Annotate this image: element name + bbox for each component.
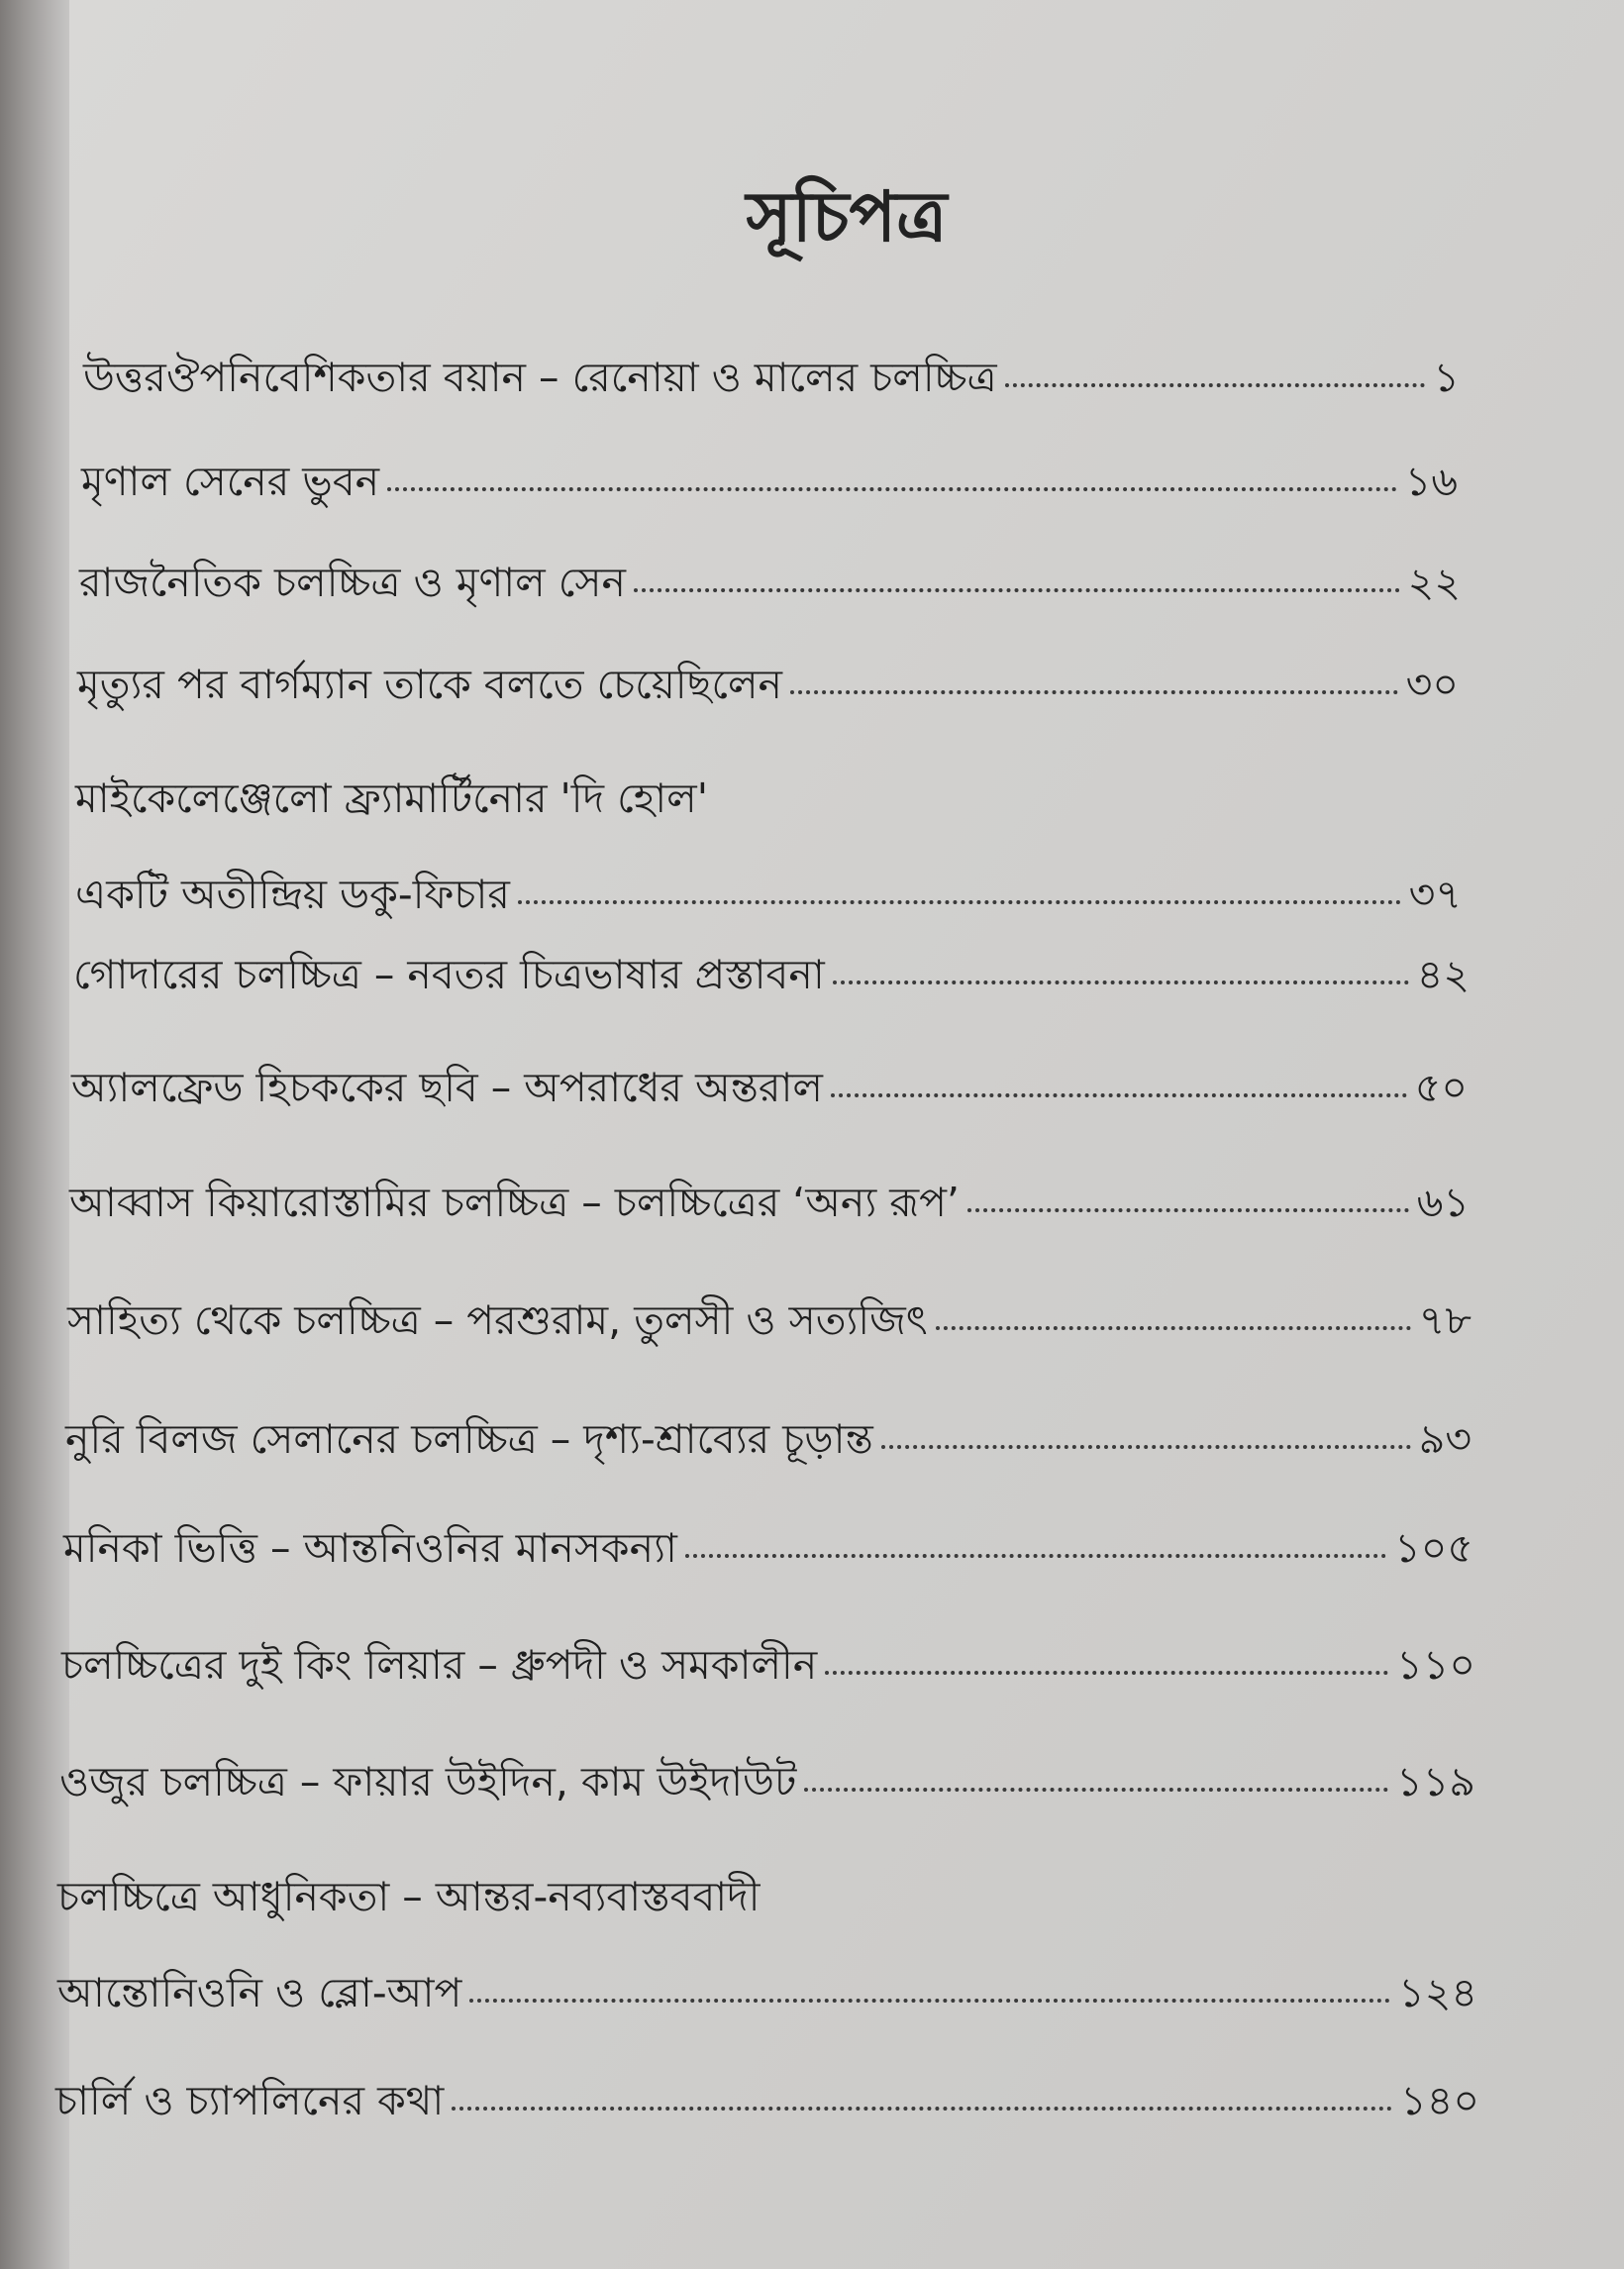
entry-page-number: ১২৪ (1398, 1969, 1477, 2016)
dot-leader (387, 487, 1397, 491)
dot-leader (469, 1999, 1390, 2003)
dot-leader (833, 980, 1409, 984)
entry-title: অ্যালফ্রেড হিচককের ছবি – অপরাধের অন্তরাল (71, 1064, 823, 1111)
entry-page-number: ৯৩ (1418, 1415, 1472, 1463)
page-title: সূচিপত্র (746, 176, 948, 258)
book-page (55, 0, 1624, 2269)
toc-entry[interactable] (83, 347, 1460, 415)
entry-title: ওজুর চলচ্চিত্র – ফায়ার উইদিন, কাম উইদাউট (59, 1758, 797, 1805)
entry-title: গোদারের চলচ্চিত্র – নবতর চিত্রভাষার প্রস্তাবনা (73, 951, 825, 998)
entry-title: মনিকা ভিত্তি – আন্তনিওনির মানসকন্যা (63, 1524, 677, 1572)
dot-leader (881, 1445, 1411, 1449)
entry-title-line1: চলচ্চিত্রে আধুনিকতা – আন্তর-নব্যবাস্তববাদী (57, 1873, 761, 1920)
toc-entry[interactable] (75, 768, 1462, 932)
dot-leader (1005, 383, 1426, 387)
dot-leader (790, 690, 1398, 694)
entry-title: আন্তোনিওনি ও ব্লো-আপ (57, 1969, 462, 2016)
entry-title: চার্লি ও চ্যাপলিনের কথা (55, 2077, 445, 2124)
dot-leader (518, 900, 1401, 904)
entry-page-number: ১১০ (1396, 1641, 1475, 1689)
toc-entry[interactable] (61, 1634, 1475, 1702)
entry-page-number: ৩৭ (1408, 871, 1462, 918)
dot-leader (825, 1671, 1388, 1675)
entry-title-line1: মাইকেলেঞ্জেলো ফ্র্যামার্টিনোর 'দি হোল' (75, 774, 708, 822)
dot-leader (452, 2107, 1392, 2111)
toc-entry[interactable] (59, 1751, 1475, 1819)
toc-entry[interactable] (69, 1172, 1470, 1240)
entry-title: আব্বাস কিয়ারোস্তামির চলচ্চিত্র – চলচ্চিত্রের ‘অন্য রূপ’ (69, 1179, 960, 1226)
entry-title: একটি অতীন্দ্রিয় ডকু-ফিচার (75, 871, 510, 918)
dot-leader (936, 1326, 1411, 1330)
entry-title: মৃত্যুর পর বার্গম্যান তাকে বলতে চেয়েছিলেন (77, 661, 782, 708)
dot-leader (804, 1788, 1388, 1792)
toc-entry[interactable] (77, 654, 1459, 722)
table-of-contents (55, 0, 1624, 2269)
toc-entry[interactable] (57, 1866, 1477, 2030)
entry-page-number: ২২ (1407, 559, 1461, 606)
toc-entry[interactable] (79, 552, 1461, 620)
entry-page-number: ৩০ (1405, 661, 1459, 708)
entry-page-number: ৬১ (1416, 1179, 1470, 1226)
entry-title: রাজনৈতিক চলচ্চিত্র ও মৃণাল সেন (79, 559, 626, 606)
toc-entry[interactable] (67, 1289, 1472, 1358)
dot-leader (967, 1208, 1409, 1212)
toc-entry[interactable] (73, 944, 1470, 1012)
toc-entry[interactable] (81, 451, 1458, 519)
entry-title: উত্তরঔপনিবেশিকতার বয়ান – রেনোয়া ও মালের চলচ্চিত্র (83, 354, 997, 401)
entry-title: মৃণাল সেনের ভুবন (81, 458, 380, 505)
entry-title: নুরি বিলজ সেলানের চলচ্চিত্র – দৃশ্য-শ্রাব্যের চূড়ান্ত (65, 1415, 873, 1463)
toc-entry[interactable] (65, 1408, 1472, 1477)
entry-title: চলচ্চিত্রের দুই কিং লিয়ার – ধ্রুপদী ও সমকালীন (61, 1641, 818, 1689)
entry-page-number: ১৪০ (1400, 2077, 1479, 2124)
entry-page-number: ১০৫ (1394, 1524, 1473, 1572)
entry-page-number: ৪২ (1416, 951, 1470, 998)
toc-entry[interactable] (55, 2070, 1479, 2138)
dot-leader (831, 1093, 1407, 1097)
toc-entry[interactable] (71, 1057, 1468, 1125)
entry-page-number: ১ (1433, 354, 1460, 401)
entry-page-number: ১৬ (1404, 458, 1458, 505)
dot-leader (634, 588, 1400, 592)
entry-title: সাহিত্য থেকে চলচ্চিত্র – পরশুরাম, তুলসী ও সত্যজিৎ (67, 1296, 928, 1344)
toc-entry[interactable] (63, 1517, 1473, 1586)
entry-page-number: ৫০ (1414, 1064, 1468, 1111)
entry-page-number: ৭৮ (1418, 1296, 1472, 1344)
entry-page-number: ১১৯ (1396, 1758, 1475, 1805)
dot-leader (685, 1554, 1386, 1558)
